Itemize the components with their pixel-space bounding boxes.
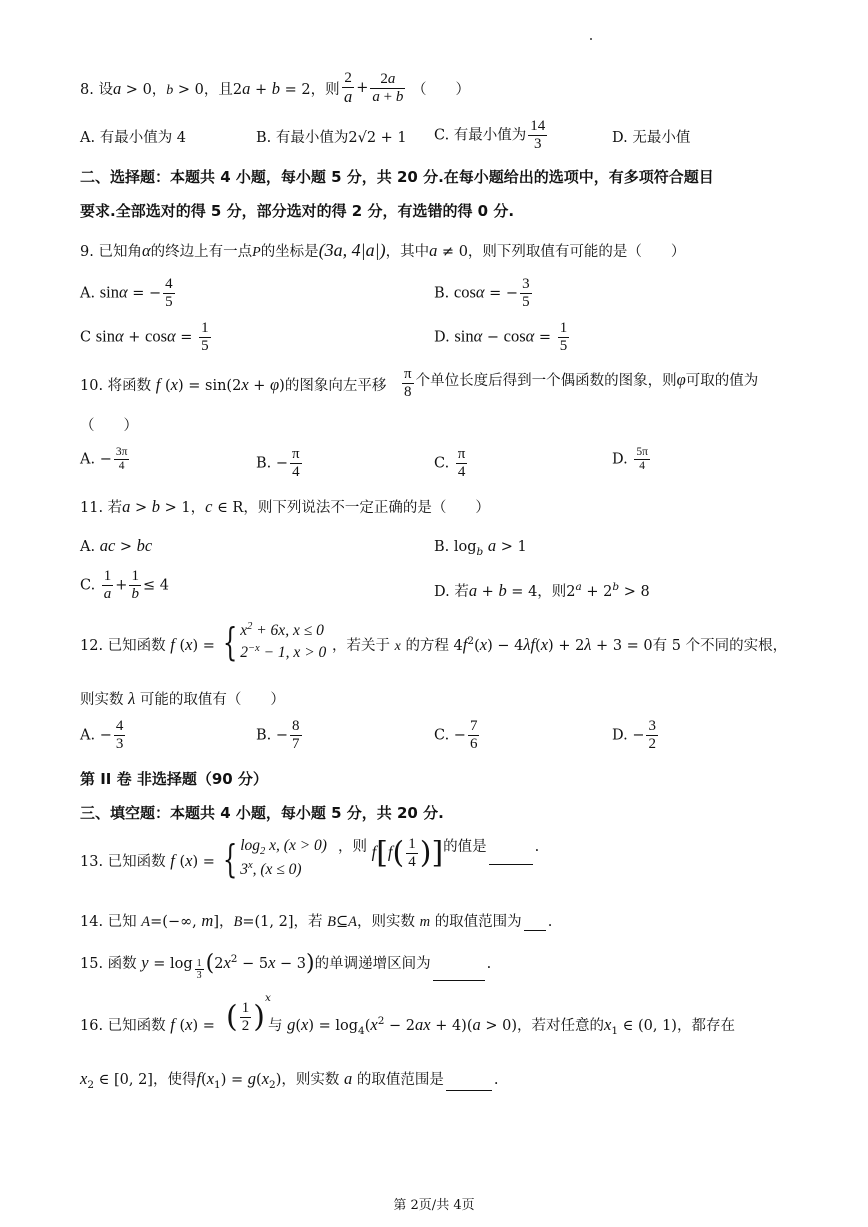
section-2-header: 二、选择题：本题共 4 小题，每小题 5 分，共 20 分.在每小题给出的选项中，有多项符合题目: [80, 168, 714, 186]
q11-option-c: C. $\frac{1}{a}$ + $\frac{1}{b}$ ≤ 4: [80, 568, 169, 602]
q9-option-c: C sinα + cosα = $\frac{1}{5}$: [80, 320, 209, 354]
q10-option-b: B. − $\frac{\pi}{4}$: [256, 446, 300, 480]
q11-option-b: B. $\log_b a > 1$: [434, 536, 527, 558]
q11-option-d: D. 若a + b = 4，则$2^a + 2^b > 8$: [434, 581, 650, 600]
section-2-header-2: 要求.全部选对的得 5 分，部分选对的得 2 分，有选错的得 0 分.: [80, 202, 515, 220]
q8-option-b: B. 有最小值为2√2 + 1: [256, 130, 407, 146]
q9-option-b: B. cosα = − $\frac{3}{5}$: [434, 276, 530, 310]
q8-option-a: A. 有最小值为 4: [80, 130, 187, 146]
q8-option-c: C. 有最小值为 $\frac{14}{3}$: [434, 118, 546, 152]
q12-option-b: B. − $\frac{8}{7}$: [256, 718, 300, 752]
page-footer: 第 2页/共 4页: [393, 1198, 475, 1213]
scan-dot: [590, 38, 592, 40]
q8-option-d: D. 无最小值: [612, 130, 691, 146]
q12-option-d: D. − $\frac{3}{2}$: [612, 718, 656, 752]
q11-option-a: A. ac > bc: [80, 536, 153, 555]
section-3-header: 三、填空题：本题共 4 小题，每小题 5 分，共 20 分.: [80, 804, 444, 822]
q12-option-a: A. − $\frac{4}{3}$: [80, 718, 124, 752]
q10-option-a: A. − $\frac{3\pi}{4}$: [80, 446, 128, 472]
part-2-header: 第 II 卷 非选择题（90 分）: [80, 770, 268, 788]
q12-option-c: C. − $\frac{7}{6}$: [434, 718, 478, 752]
q9-option-d: D. sinα − cosα = $\frac{1}{5}$: [434, 320, 568, 354]
q10-option-c: C. $\frac{\pi}{4}$: [434, 446, 466, 480]
q10-option-d: D. $\frac{5\pi}{4}$: [612, 446, 648, 472]
question-10-paren: （ ）: [80, 418, 138, 434]
q9-option-a: A. sinα = − $\frac{4}{5}$: [80, 276, 173, 310]
